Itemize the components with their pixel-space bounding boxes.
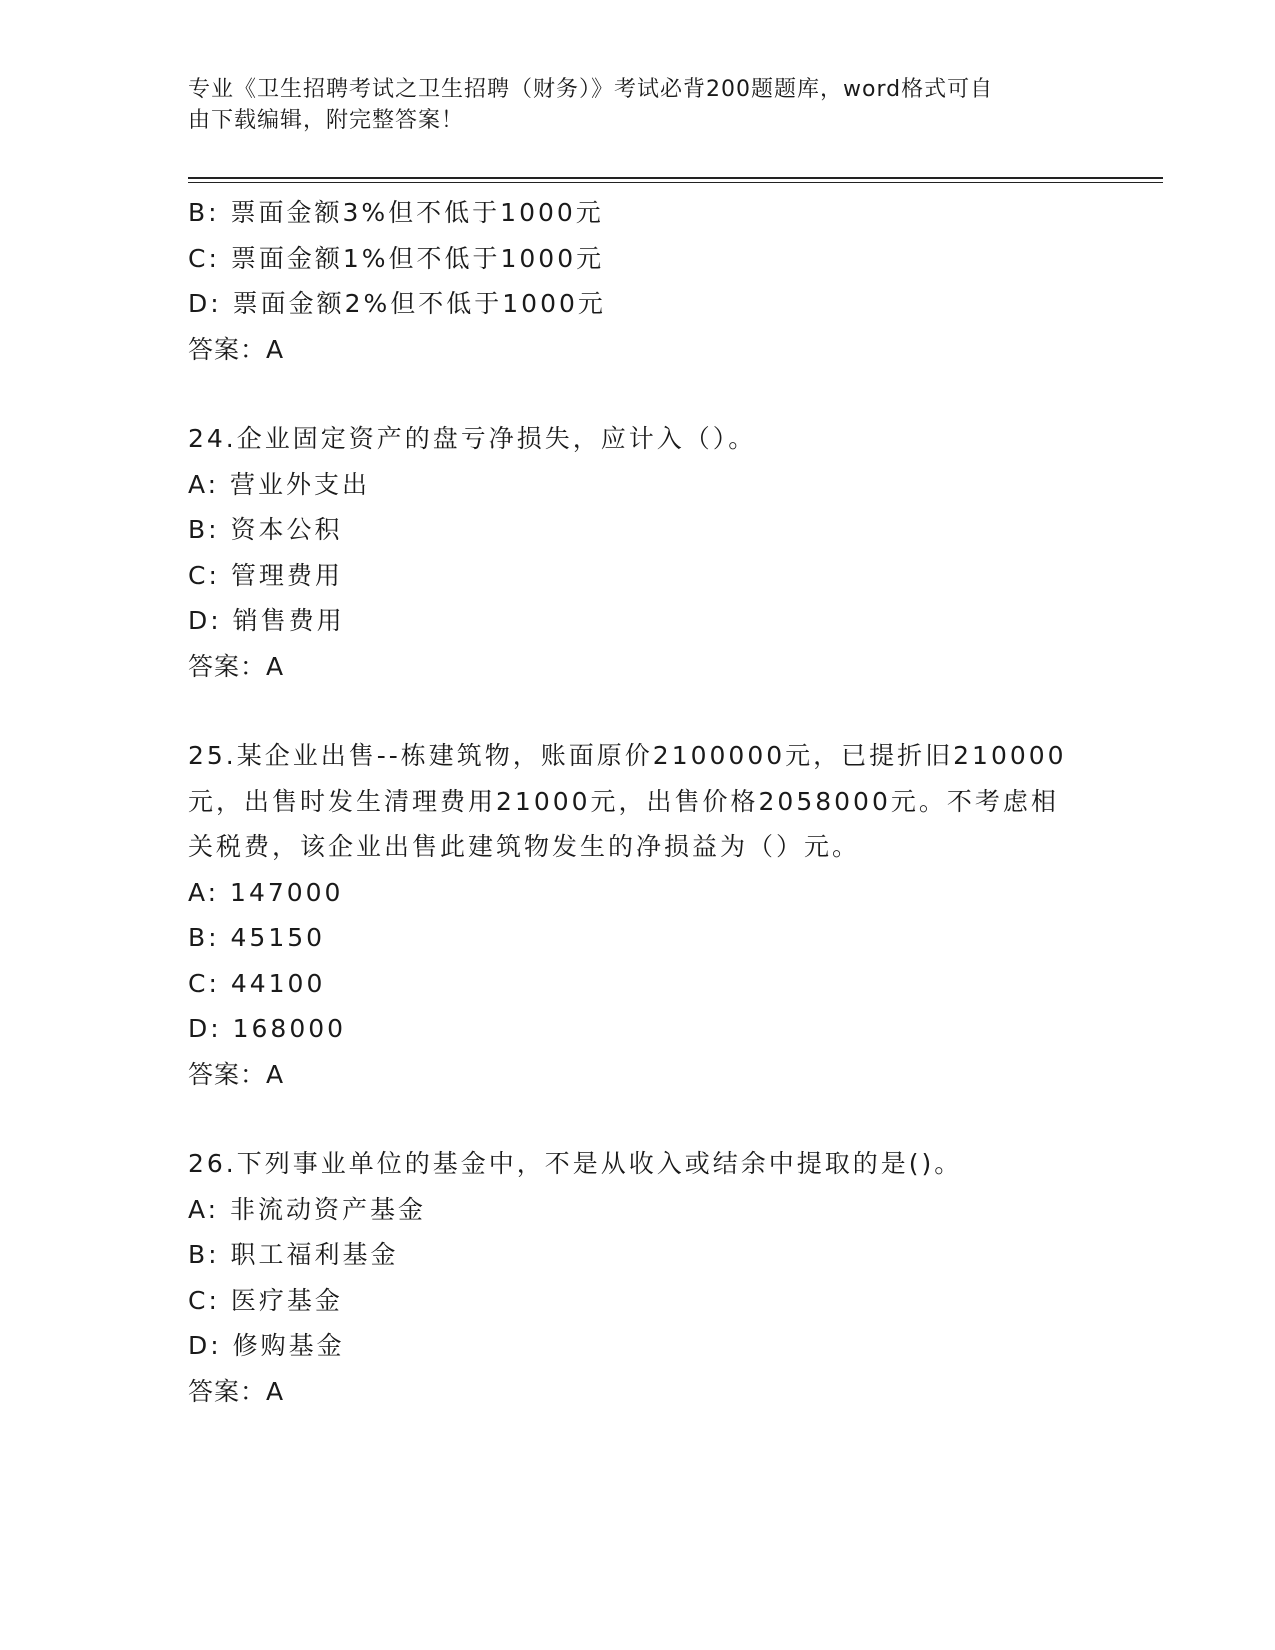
question-stem-line-2: 元，出售时发生清理费用21000元，出售价格2058000元。不考虑相 bbox=[188, 786, 1059, 816]
option-d: D: 168000 bbox=[188, 1014, 347, 1043]
header-line-2: 由下载编辑，附完整答案！ bbox=[188, 108, 465, 133]
option-c: C: 44100 bbox=[188, 968, 326, 998]
question-block-23 bbox=[188, 190, 1068, 372]
question-stem: 26.下列事业单位的基金中，不是从收入或结余中提取的是()。 bbox=[188, 1149, 963, 1178]
question-stem: 24.企业固定资产的盘亏净损失，应计入（）。 bbox=[188, 424, 757, 453]
option-a: A: 非流动资产基金 bbox=[188, 1194, 427, 1224]
question-block-24 bbox=[188, 416, 1068, 689]
answer-line: 答案：A bbox=[188, 1059, 285, 1089]
option-b: B: 45150 bbox=[188, 923, 326, 952]
option-b: B: 票面金额3%但不低于1000元 bbox=[188, 198, 604, 227]
header-divider-thin bbox=[188, 182, 1163, 183]
option-b: B: 资本公积 bbox=[188, 515, 343, 544]
answer-line: 答案：A bbox=[188, 334, 285, 364]
question-block-25 bbox=[188, 733, 1068, 1097]
option-d: D: 票面金额2%但不低于1000元 bbox=[188, 289, 606, 318]
question-stem-line-1: 25.某企业出售--栋建筑物，账面原价2100000元，已提折旧210000 bbox=[188, 741, 1067, 770]
option-d: D: 修购基金 bbox=[188, 1331, 345, 1360]
document-header bbox=[188, 74, 1068, 136]
header-line-1: 专业《卫生招聘考试之卫生招聘（财务）》考试必背200题题库，word格式可自 bbox=[188, 77, 994, 102]
question-block-26 bbox=[188, 1141, 1068, 1414]
option-a: A: 147000 bbox=[188, 877, 344, 907]
question-gap bbox=[188, 689, 1068, 733]
option-a: A: 营业外支出 bbox=[188, 469, 371, 499]
option-b: B: 职工福利基金 bbox=[188, 1240, 399, 1269]
option-d: D: 销售费用 bbox=[188, 606, 345, 635]
answer-line: 答案：A bbox=[188, 1376, 285, 1406]
option-c: C: 票面金额1%但不低于1000元 bbox=[188, 243, 605, 273]
question-list bbox=[188, 190, 1068, 1414]
question-gap bbox=[188, 372, 1068, 416]
answer-line: 答案：A bbox=[188, 651, 285, 681]
question-stem-line-3: 关税费，该企业出售此建筑物发生的净损益为（）元。 bbox=[188, 832, 861, 861]
header-divider-thick bbox=[188, 177, 1163, 179]
question-gap bbox=[188, 1097, 1068, 1141]
option-c: C: 管理费用 bbox=[188, 560, 343, 590]
option-c: C: 医疗基金 bbox=[188, 1285, 343, 1315]
